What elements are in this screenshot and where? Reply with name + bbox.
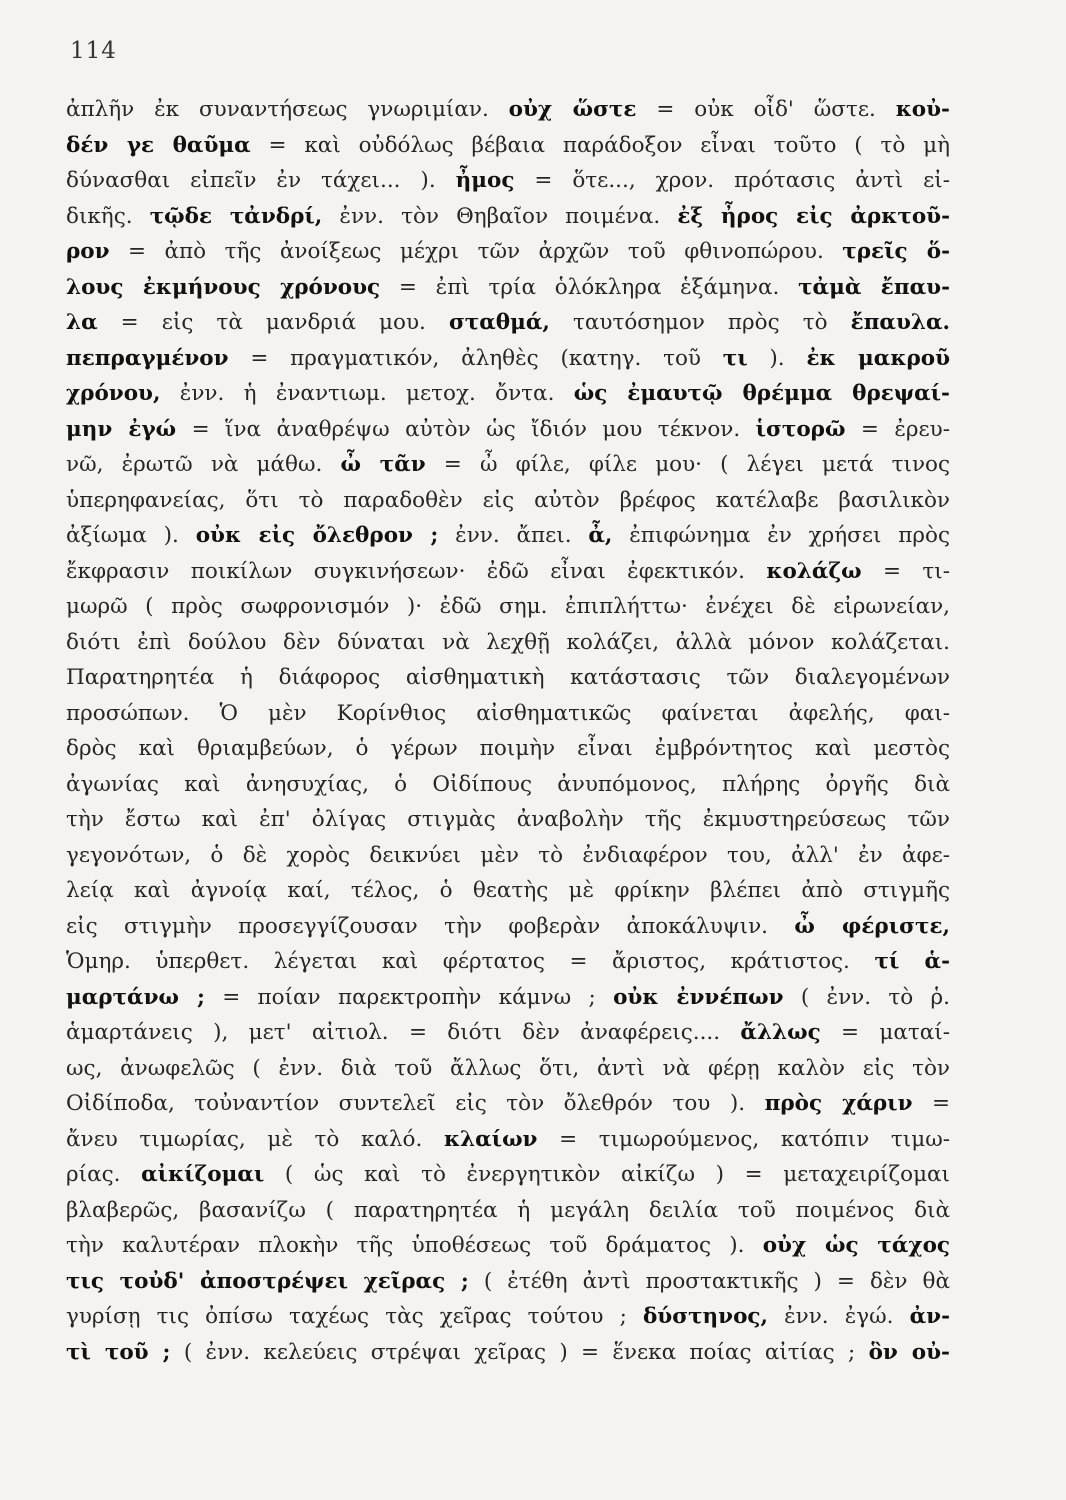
gloss-text: ἄνευ τιμωρίας, μὲ τὸ καλό. — [66, 1126, 444, 1152]
lemma-term: ἆ, — [588, 523, 613, 548]
gloss-text: = οὐκ οἶδ' ὥστε. — [636, 97, 896, 122]
gloss-text: δικῆς. — [66, 203, 150, 229]
lemma-term: τῷδε τἀνδρί, — [149, 203, 323, 229]
lemma-term: αἰκίζομαι — [141, 1162, 265, 1187]
lemma-term: δέν γε θαῦμα — [66, 132, 251, 158]
text-line — [66, 1086, 950, 1122]
lemma-term: ἐξ ἦρος εἰς ἀρκτοῦ- — [677, 203, 950, 229]
gloss-text: = — [912, 1091, 950, 1116]
text-line — [66, 980, 950, 1016]
gloss-text: ( ἐνν. κελεύεις στρέψαι χεῖρας ) = ἕνεκα ποίας αἰτίας ; — [170, 1339, 869, 1365]
text-line — [66, 802, 950, 838]
gloss-text: = τιμωρούμενος, κατόπιν τιμω- — [537, 1126, 950, 1152]
gloss-text: ἐνν. τὸν Θηβαῖον ποιμένα. — [322, 203, 678, 229]
text-line — [66, 660, 950, 696]
gloss-text: ρίας. — [66, 1162, 142, 1187]
gloss-text: ἐνν. ἡ ἐναντιωμ. μετοχ. ὄντα. — [160, 381, 574, 406]
text-line — [66, 305, 950, 341]
lemma-term: ὡς ἐμαυτῷ θρέμμα θρεψαί- — [573, 381, 950, 406]
lemma-term: τι — [722, 345, 748, 371]
lemma-term: ρον — [66, 239, 110, 264]
gloss-text: ὑπερηφανείας, ὅτι τὸ παραδοθὲν εἰς αὐτὸν βρέφος κατέλαβε βασιλικὸν — [66, 487, 950, 513]
gloss-text: ταυτόσημον πρὸς τὸ — [549, 310, 851, 335]
lemma-term: ἱστορῶ — [755, 416, 846, 442]
gloss-text: τὴν ἔστω καὶ ἐπ' ὀλίγας στιγμὰς ἀναβολὴν τῆς ἐκμυστηρεύσεως τῶν — [66, 807, 950, 832]
gloss-text: = ποίαν παρεκτροπὴν κάμνω ; — [204, 984, 614, 1010]
text-line — [66, 270, 950, 306]
text-line — [66, 909, 950, 945]
lemma-term: πεπραγμένον — [66, 345, 229, 371]
gloss-text: Οἰδίποδα, τοὐναντίον συντελεῖ εἰς τὸν ὄλεθρόν του ). — [66, 1091, 765, 1116]
lemma-term: τρεῖς ὅ- — [842, 239, 950, 264]
text-line — [66, 1157, 950, 1193]
gloss-text: = ὅτε..., χρον. πρότασις ἀντὶ εἰ- — [514, 168, 950, 193]
gloss-text: βλαβερῶς, βασανίζω ( παρατηρητέα ἡ μεγάλη δειλία τοῦ ποιμένος διὰ — [66, 1197, 950, 1223]
text-line — [66, 518, 950, 554]
lemma-term: σταθμά, — [448, 310, 550, 335]
lemma-term: τὶ τοῦ ; — [66, 1339, 171, 1365]
gloss-text: ( ὡς καὶ τὸ ἐνεργητικὸν αἰκίζω ) = μεταχειρίζομαι — [264, 1162, 950, 1187]
text-line — [66, 554, 950, 590]
text-line — [66, 1228, 950, 1264]
text-line — [66, 1122, 950, 1158]
lemma-term: ἐκ μακροῦ — [806, 345, 950, 371]
text-line — [66, 483, 950, 519]
lemma-term: ὦ τᾶν — [340, 452, 426, 477]
gloss-text: ( ἐτέθη ἀντὶ προστακτικῆς ) = δὲν θὰ — [468, 1268, 950, 1294]
gloss-text: ἀπλῆν ἐκ συναντήσεως γνωριμίαν. — [66, 97, 509, 122]
text-line — [66, 199, 950, 235]
gloss-text: ). — [747, 345, 807, 371]
gloss-text: = τι- — [861, 558, 950, 584]
lemma-term: ἦμος — [455, 168, 515, 193]
lemma-term: λους ἐκμήνους χρόνους — [66, 274, 381, 300]
text-line — [66, 767, 950, 803]
lemma-term: τί ἁ- — [874, 949, 950, 974]
gloss-text: προσώπων. Ὁ μὲν Κορίνθιος αἰσθηματικῶς φαίνεται ἀφελής, φαι- — [66, 700, 950, 726]
gloss-text: ἔκφρασιν ποικίλων συγκινήσεων· ἐδῶ εἶναι ἐφεκτικόν. — [66, 558, 767, 584]
lemma-term: οὐχ ὥστε — [508, 97, 637, 122]
lemma-term: κοὐ- — [895, 97, 950, 122]
gloss-text: ἐπιφώνημα ἐν χρήσει πρὸς — [612, 523, 950, 548]
lemma-term: κολάζω — [766, 558, 862, 584]
lemma-term: ἔπαυλα. — [850, 310, 950, 335]
gloss-text: = ὦ φίλε, φίλε μου· ( λέγει μετά τινος — [425, 452, 950, 477]
gloss-text: ἁμαρτάνεις ), μετ' αἰτιολ. = διότι δὲν ἀναφέρεις.... — [66, 1020, 741, 1045]
gloss-text: διότι ἐπὶ δούλου δὲν δύναται νὰ λεχθῇ κολάζει, ἀλλὰ μόνον κολάζεται. — [66, 629, 950, 655]
text-line — [66, 1264, 950, 1300]
text-line — [66, 1335, 950, 1371]
page-number: 114 — [70, 38, 117, 64]
gloss-text: δρὸς καὶ θριαμβεύων, ὁ γέρων ποιμὴν εἶναι ἐμβρόντητος καὶ μεστὸς — [66, 736, 950, 761]
text-line — [66, 589, 950, 625]
lemma-term: μαρτάνω ; — [66, 984, 205, 1010]
lemma-term: πρὸς χάριν — [764, 1091, 913, 1116]
text-line — [66, 625, 950, 661]
gloss-text: ἐνν. ἐγώ. — [768, 1304, 910, 1329]
gloss-text: εἰς στιγμὴν προσεγγίζουσαν τὴν φοβερὰν ἀποκάλυψιν. — [66, 913, 795, 939]
lemma-term: τἀμὰ ἔπαυ- — [798, 274, 950, 300]
gloss-text: = ἐρευ- — [845, 416, 950, 442]
gloss-text: = καὶ οὐδόλως βέβαια παράδοξον εἶναι τοῦτο ( τὸ μὴ — [250, 132, 950, 158]
text-line — [66, 341, 950, 377]
gloss-text: μωρῶ ( πρὸς σωφρονισμόν )· ἐδῶ σημ. ἐπιπλήττω· ἐνέχει δὲ εἰρωνείαν, — [66, 594, 950, 619]
text-line — [66, 944, 950, 980]
lemma-term: χρόνου, — [66, 381, 161, 406]
gloss-text: = πραγματικόν, ἀληθὲς (κατηγ. τοῦ — [228, 345, 723, 371]
text-line — [66, 234, 950, 270]
gloss-text: ( ἐνν. τὸ ῥ. — [783, 984, 950, 1010]
lemma-term: οὐκ εἰς ὄλεθρον ; — [195, 523, 439, 548]
text-line — [66, 1193, 950, 1229]
gloss-text: = ματαί- — [820, 1020, 950, 1045]
text-line — [66, 838, 950, 874]
gloss-text: Παρατηρητέα ἡ διάφορος αἰσθηματικὴ κατάστασις τῶν διαλεγομένων — [66, 665, 950, 690]
gloss-text: λείᾳ καὶ ἀγνοίᾳ καί, τέλος, ὁ θεατὴς μὲ φρίκην βλέπει ἀπὸ στιγμῆς — [66, 878, 950, 903]
lemma-term: ὃν οὐ- — [868, 1339, 950, 1365]
text-line — [66, 128, 950, 164]
lemma-term: κλαίων — [443, 1126, 538, 1152]
text-line — [66, 873, 950, 909]
text-line — [66, 447, 950, 483]
text-line — [66, 163, 950, 199]
lemma-term: δύστηνος, — [642, 1304, 769, 1329]
lemma-term: ἀν- — [909, 1304, 950, 1329]
lemma-term: τις τοὐδ' ἀποστρέψει χεῖρας ; — [66, 1268, 469, 1294]
gloss-text: δύνασθαι εἰπεῖν ἐν τάχει... ). — [66, 168, 456, 193]
lemma-term: λα — [66, 310, 98, 335]
gloss-text: ως, ἀνωφελῶς ( ἐνν. διὰ τοῦ ἄλλως ὅτι, ἀντὶ νὰ φέρῃ καλὸν εἰς τὸν — [66, 1055, 950, 1081]
gloss-text: = ἀπὸ τῆς ἀνοίξεως μέχρι τῶν ἀρχῶν τοῦ φθινοπώρου. — [109, 239, 843, 264]
gloss-text: Ὁμηρ. ὑπερθετ. λέγεται καὶ φέρτατος = ἄριστος, κράτιστος. — [66, 949, 875, 974]
lemma-term: μην ἐγώ — [66, 416, 177, 442]
lemma-term: ὦ φέριστε, — [794, 913, 950, 939]
text-line — [66, 696, 950, 732]
gloss-text: γυρίσῃ τις ὀπίσω ταχέως τὰς χεῖρας τούτου ; — [66, 1304, 643, 1329]
gloss-text: ἀγωνίας καὶ ἀνησυχίας, ὁ Οἰδίπους ἀνυπόμονος, πλήρης ὀργῆς διὰ — [66, 771, 950, 797]
text-line — [66, 412, 950, 448]
text-line — [66, 1015, 950, 1051]
gloss-text: τὴν καλυτέραν πλοκὴν τῆς ὑποθέσεως τοῦ δράματος ). — [66, 1233, 763, 1258]
gloss-text: νῶ, ἐρωτῶ νὰ μάθω. — [66, 452, 341, 477]
gloss-text: ἀξίωμα ). — [66, 523, 196, 548]
gloss-text: γεγονότων, ὁ δὲ χορὸς δεικνύει μὲν τὸ ἐνδιαφέρον του, ἀλλ' ἐν ἀφε- — [66, 842, 950, 868]
text-line — [66, 1299, 950, 1335]
text-line — [66, 92, 950, 128]
gloss-text: = ἐπὶ τρία ὁλόκληρα ἑξάμηνα. — [380, 274, 799, 300]
text-line — [66, 1051, 950, 1087]
gloss-text: ἐνν. ἄπει. — [438, 523, 589, 548]
commentary-text — [66, 92, 950, 1370]
lemma-term: οὐκ ἐννέπων — [613, 984, 784, 1010]
gloss-text: = εἰς τὰ μανδριά μου. — [97, 310, 449, 335]
lemma-term: οὐχ ὡς τάχος — [762, 1233, 950, 1258]
text-line — [66, 376, 950, 412]
text-line — [66, 731, 950, 767]
lemma-term: ἄλλως — [740, 1020, 821, 1045]
gloss-text: = ἵνα ἀναθρέψω αὐτὸν ὡς ἴδιόν μου τέκνον. — [176, 416, 756, 442]
